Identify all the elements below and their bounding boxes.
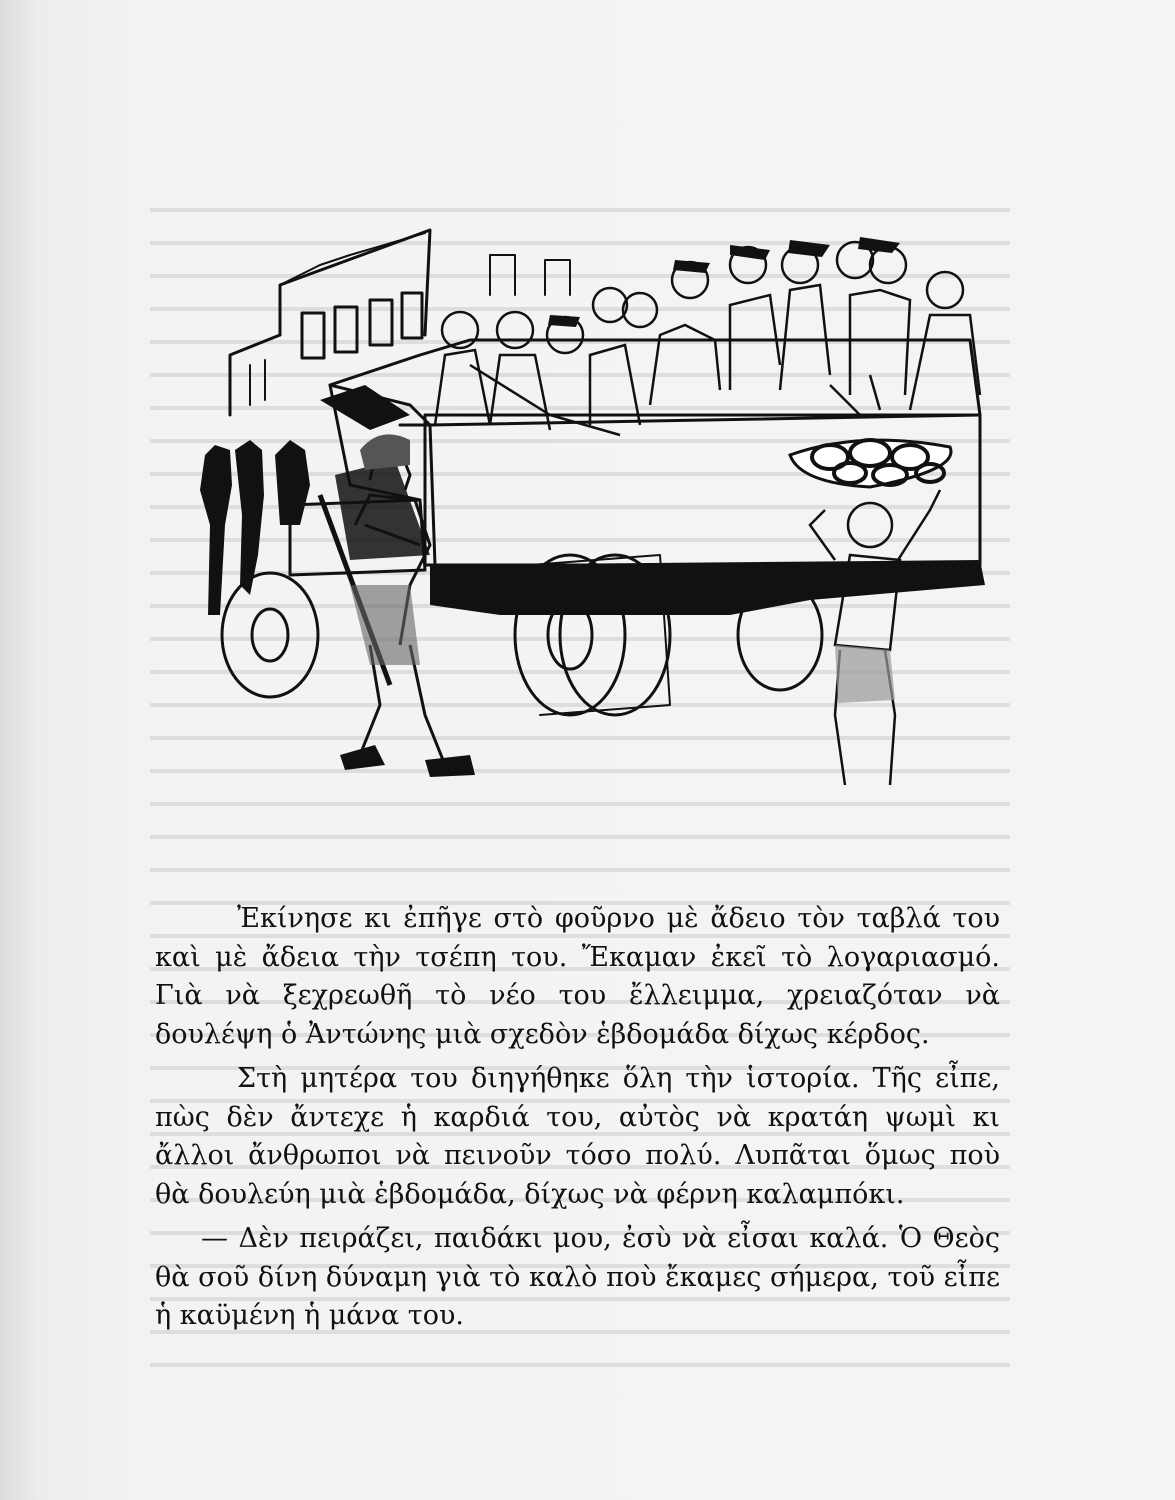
illustration-drawing: [170, 225, 1000, 815]
illustration-truck-scene: [170, 225, 1000, 815]
paragraph: Στὴ μητέρα του διηγήθηκε ὅλη τὴν ἱστορία. Τῆς εἶπε, πὼς δὲν ἄντεχε ἡ καρδιά του, αὐτὸς νὰ κρατάη ψωμὶ κι ἄλλοι ἄνθρωποι νὰ πεινοῦν τόσο πολύ. Λυπᾶται ὅμως ποὺ θὰ δουλεύη μιὰ ἑβδομάδα, δίχως νὰ φέρνη καλαμπόκι.: [155, 1063, 1000, 1210]
paragraph: Ἐκίνησε κι ἐπῆγε στὸ φοῦρνο μὲ ἄδειο τὸν ταβλά του καὶ μὲ ἄδεια τὴν τσέπη του. Ἔκαμαν ἐκεῖ τὸ λογαριασμό. Γιὰ νὰ ξεχρεωθῆ τὸ νέο του ἔλλειμμα, χρειαζόταν νὰ δουλέψη ὁ Ἀντώνης μιὰ σχεδὸν ἑβδομάδα δίχως κέρδος.: [155, 903, 1000, 1050]
body-text: [155, 900, 1000, 1336]
license-plate-text: WH 191: [733, 574, 805, 593]
paragraph-dialogue: — Δὲν πειράζει, παιδάκι μου, ἐσὺ νὰ εἶσαι καλά. Ὁ Θεὸς θὰ σοῦ δίνη δύναμη γιὰ τὸ καλὸ ποὺ ἔκαμες σήμερα, τοῦ εἶπε ἡ καϋμένη ἡ μάνα του.: [155, 1223, 1000, 1331]
